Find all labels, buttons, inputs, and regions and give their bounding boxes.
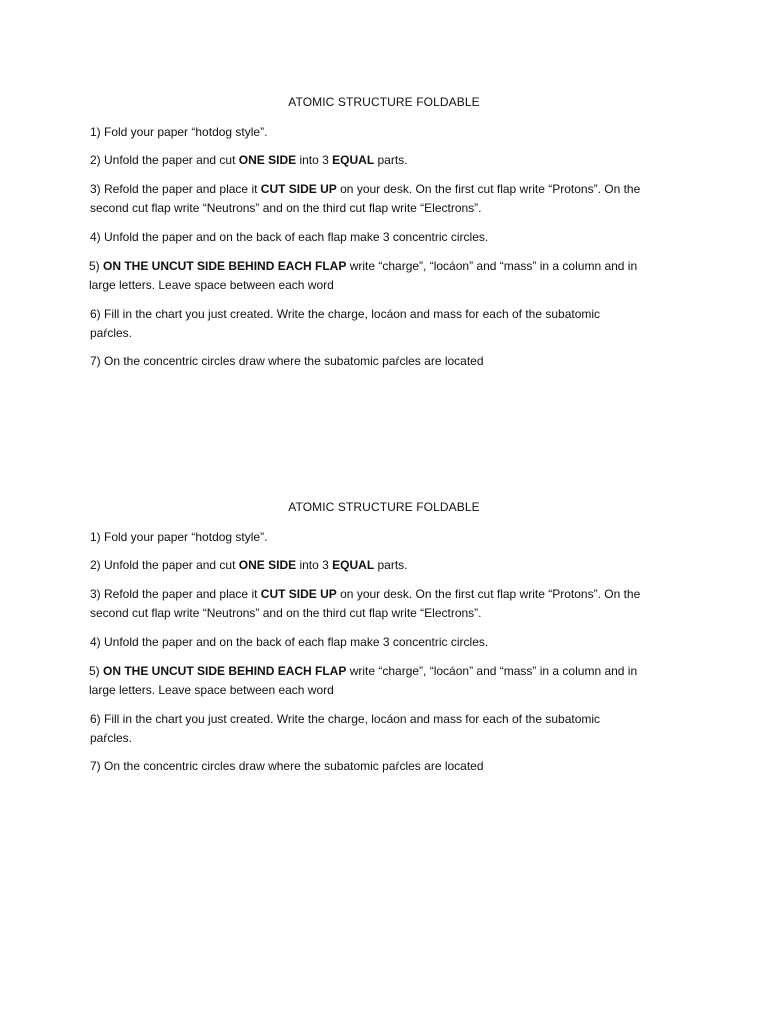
section-title: ATOMIC STRUCTURE FOLDABLE (288, 95, 480, 109)
step-5-emphasis-uncut-side: ON THE UNCUT SIDE BEHIND EACH FLAP (103, 259, 347, 273)
step-7-text: 7) On the concentric circles draw where the subatomic paŕcles are located (90, 759, 484, 773)
step-1-text: 1) Fold your paper “hotdog style”. (90, 125, 268, 139)
step-1 (90, 123, 680, 142)
step-2-line (90, 556, 680, 575)
step-5 (89, 257, 679, 295)
step-5 (89, 662, 679, 700)
step-2-part-c: into 3 (296, 153, 333, 167)
step-2 (90, 556, 680, 575)
step-2-emphasis-equal: EQUAL (332, 558, 375, 572)
step-2-emphasis-one-side: ONE SIDE (238, 558, 297, 572)
step-3-part-a: 3) Refold the paper and place it (90, 182, 261, 196)
step-5-emphasis-uncut-side: ON THE UNCUT SIDE BEHIND EACH FLAP (103, 664, 347, 678)
step-6-line-2: paŕcles. (90, 731, 133, 745)
step-7-text: 7) On the concentric circles draw where the subatomic paŕcles are located (90, 354, 484, 368)
step-6-line-1: 6) Fill in the chart you just created. Write the charge, locáon and mass for each of the subatomic (90, 712, 601, 726)
step-2-part-a: 2) Unfold the paper and cut (90, 153, 239, 167)
step-5-part-a: 5) (89, 664, 104, 678)
step-5-part-a: 5) (89, 259, 104, 273)
step-6-line-2: paŕcles. (90, 326, 133, 340)
step-2-part-c: into 3 (296, 558, 333, 572)
step-6 (90, 710, 680, 748)
step-6-line-1: 6) Fill in the chart you just created. Write the charge, locáon and mass for each of the subatomic (90, 307, 601, 321)
step-3-line-2: second cut flap write “Neutrons” and on the third cut flap write “Electrons”. (90, 201, 482, 215)
step-2-line (90, 151, 680, 170)
step-3 (90, 180, 680, 218)
step-1 (90, 528, 680, 547)
step-3-line-1 (90, 585, 680, 604)
step-3-part-c: on your desk. On the first cut flap write “Protons”. On the (336, 587, 641, 601)
step-3-emphasis-cut-side-up: CUT SIDE UP (260, 587, 337, 601)
step-7 (90, 352, 680, 371)
step-2-emphasis-equal: EQUAL (332, 153, 375, 167)
step-2-part-e: parts. (374, 153, 408, 167)
step-2-part-e: parts. (374, 558, 408, 572)
step-5-line-1 (89, 662, 679, 681)
step-4-text: 4) Unfold the paper and on the back of each flap make 3 concentric circles. (90, 230, 489, 244)
step-4 (90, 228, 680, 247)
step-5-line-2: large letters. Leave space between each word (89, 278, 334, 292)
step-3-line-2: second cut flap write “Neutrons” and on the third cut flap write “Electrons”. (90, 606, 482, 620)
step-2 (90, 151, 680, 170)
step-3 (90, 585, 680, 623)
step-4 (90, 633, 680, 652)
step-5-part-c: write “charge”, “locáon” and “mass” in a column and in (346, 664, 638, 678)
section-title: ATOMIC STRUCTURE FOLDABLE (288, 500, 480, 514)
step-6 (90, 305, 680, 343)
step-5-part-c: write “charge”, “locáon” and “mass” in a column and in (346, 259, 638, 273)
step-1-text: 1) Fold your paper “hotdog style”. (90, 530, 268, 544)
step-5-line-1 (89, 257, 679, 276)
step-3-part-a: 3) Refold the paper and place it (90, 587, 261, 601)
step-3-emphasis-cut-side-up: CUT SIDE UP (260, 182, 337, 196)
step-7 (90, 757, 680, 776)
step-2-part-a: 2) Unfold the paper and cut (90, 558, 239, 572)
step-3-line-1 (90, 180, 680, 199)
step-5-line-2: large letters. Leave space between each word (89, 683, 334, 697)
step-4-text: 4) Unfold the paper and on the back of each flap make 3 concentric circles. (90, 635, 489, 649)
step-3-part-c: on your desk. On the first cut flap write “Protons”. On the (336, 182, 641, 196)
step-2-emphasis-one-side: ONE SIDE (238, 153, 297, 167)
